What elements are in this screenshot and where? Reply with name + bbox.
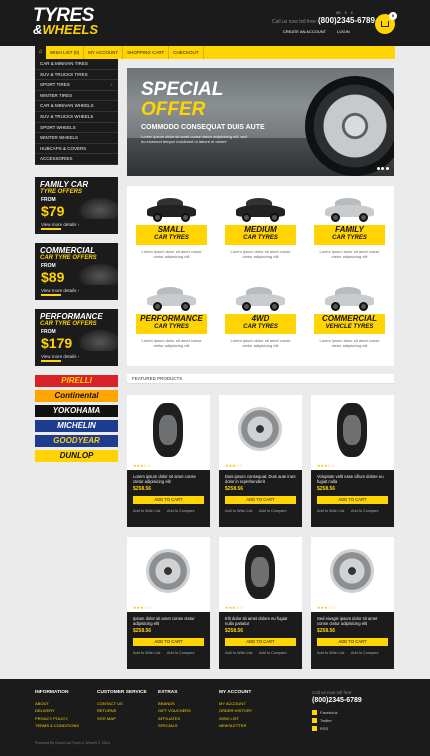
add-to-wishlist-link[interactable]: Add to Wish List [317,509,345,513]
tyre-image[interactable] [143,401,193,459]
category-subtitle: VEHICLE TYRES [325,324,374,330]
category-performance[interactable] [130,278,213,364]
category-subtitle: CAR TYRES [154,324,189,330]
category-small[interactable] [130,189,213,275]
rating-stars: ★★★☆☆ [225,605,243,610]
sidebar-item[interactable] [35,123,118,134]
rating-stars: ★★★☆☆ [317,605,335,610]
car-image [323,195,376,223]
add-to-compare-link[interactable]: Add to Compare [351,651,379,655]
sidebar-item-label: SPORT WHEELS [40,124,76,130]
product-price: $258.56 [317,486,336,492]
promo-subtitle: TYRE OFFERS [40,189,83,195]
tyre-image[interactable] [327,401,377,459]
promo-price: $89 [41,269,65,285]
product-name[interactable]: Sed eiusgis ipsum dolor sit amet conse ctetur adipisicing elit [317,616,378,626]
brand-logo-yokohama[interactable]: YOKOHAMA [35,405,118,417]
product-price: $258.56 [225,628,244,634]
product-price: $258.56 [317,628,336,634]
logo-main-text: TYRES [33,5,94,26]
promo-banner-commercial[interactable] [35,243,118,300]
product-card[interactable] [311,537,394,669]
car-image [323,284,376,312]
product-name[interactable]: Lorem ipsum dolor sit amet conse ctetur adipisicing elit [133,474,196,484]
category-label [225,314,296,334]
wheel-image[interactable] [327,543,377,601]
add-to-cart-button[interactable]: ADD TO CART [133,496,204,504]
product-name[interactable]: Ipsum dolor sit amet conse ctetur adipisicing elit [133,616,195,626]
category-description: Lorem ipsum dolor sit amet conse ctetur adipisicing elit [141,338,202,348]
category-title: SMALL [157,225,186,234]
footer-col-information [35,690,79,730]
category-subtitle: CAR TYRES [154,235,189,241]
category-subtitle: CAR TYRES [243,324,278,330]
logo-sub-text: WHEELS [42,22,99,37]
sidebar-item-label: ACCESSORIES [40,156,73,162]
add-to-compare-link[interactable]: Add to Compare [259,509,287,513]
sidebar-item[interactable] [35,154,118,165]
logo-sub [33,23,98,36]
promo-price: $79 [41,203,65,219]
car-image [145,284,198,312]
category-title: MEDIUM [244,225,277,234]
rating-stars: ★★★☆☆ [225,463,243,468]
sidebar-item[interactable] [35,91,118,102]
brand-logo-dunlop[interactable]: DUNLOP [35,450,118,462]
chevron-right-icon: › [110,82,112,88]
category-label [314,314,385,334]
category-title: FAMILY [335,225,364,234]
sidebar-item-label: WINTER TIRES [40,92,73,98]
login-link[interactable]: LOGIN [337,29,350,34]
facebook-link[interactable] [312,709,338,717]
sidebar-item[interactable] [35,70,118,81]
promo-details-link[interactable]: View more details › [41,222,80,227]
category-title: 4WD [251,314,270,323]
rating-stars: ★★★☆☆ [133,463,151,468]
category-subtitle: CAR TYRES [243,235,278,241]
product-info [311,612,394,669]
category-subtitle: CAR TYRES [332,235,367,241]
sidebar-item[interactable] [35,144,118,155]
car-image [234,195,287,223]
hero-title-line2: OFFER [141,99,206,120]
product-info [219,470,302,527]
category-label [225,225,296,245]
rating-stars: ★★★☆☆ [133,605,151,610]
copyright: Powered By OpenCart Tyres & Wheels © 2014 [35,741,110,745]
nav-checkout[interactable]: CHECKOUT [169,46,203,59]
product-card[interactable] [219,395,302,527]
brand-logo-pirelli[interactable]: PIRELLI [35,375,118,387]
header-phone: (800)2345-6789 [318,16,375,25]
promo-banner-performance[interactable] [35,309,118,366]
footer-link[interactable]: BRANDS [158,701,175,706]
currency-switcher [333,10,353,15]
category-medium[interactable] [219,189,302,275]
product-info [219,612,302,669]
footer-link[interactable]: AFFILIATES [158,715,181,721]
footer-col-my-account [219,690,252,730]
car-image [145,195,198,223]
social-links [312,709,338,733]
logo-amp: & [33,22,43,37]
add-to-cart-button[interactable]: ADD TO CART [225,496,296,504]
promo-from-label: FROM [41,263,56,269]
category-4wd[interactable] [219,278,302,364]
footer-link[interactable]: SITE MAP [97,715,116,721]
wheel-image [305,76,394,176]
car-image [234,284,287,312]
category-label [136,314,207,334]
sidebar-item-label: CAR & MINIVAN WHEELS [40,103,94,109]
brand-logo-goodyear[interactable]: GOODYEAR [35,435,118,447]
home-icon[interactable]: ⌂ [35,46,46,59]
add-to-wishlist-link[interactable]: Add to Wish List [133,509,161,513]
add-to-cart-button[interactable]: ADD TO CART [317,496,388,504]
promo-underline [41,360,61,362]
twitter-link[interactable] [312,717,338,725]
footer-phone: (800)2345-6789 [312,697,362,704]
category-sidebar [35,59,118,165]
product-name[interactable]: Elit dolor sit amet dolore eu fugiat nulla pariatur [225,616,288,626]
sidebar-item-label: SUV & TRUCKS TIRES [40,71,88,77]
hero-title-line1: SPECIAL [141,79,224,100]
nav-shopping-cart[interactable]: SHOPPING CART [123,46,169,59]
footer-link[interactable]: NEWSLETTER [219,723,247,729]
add-to-compare-link[interactable]: Add to Compare [259,651,287,655]
promo-price: $179 [41,335,73,351]
facebook-icon [312,710,317,715]
category-grid [127,186,394,366]
rss-icon [312,726,317,731]
footer-heading: INFORMATION [35,690,69,695]
footer-link[interactable]: GIFT VOUCHERS [158,708,191,714]
create-account-link[interactable]: CREATE AN ACCOUNT [283,29,327,34]
promo-title: FAMILY CAR [40,180,89,189]
footer-link[interactable]: DELIVERY [35,708,55,714]
footer-link[interactable]: TERMS & CONDITIONS [35,723,80,729]
promo-banner-family[interactable] [35,177,118,234]
slider-dot[interactable] [377,167,380,170]
sidebar-item-label: CAR & MINIVAN TIRES [40,61,88,66]
product-info [127,470,210,527]
sidebar-item[interactable] [35,101,118,112]
footer-link[interactable]: WISH LIST [219,715,240,721]
product-price: $258.56 [225,486,244,492]
top-nav [35,46,395,59]
sidebar-item[interactable] [35,59,118,70]
car-image [78,263,118,285]
hero-text: Lorem ipsum dolor sit amet conse ctetur adipisicing elit, sed do eiusmod tempor incididunt ut labore et dolore [141,134,247,144]
car-image [78,329,118,351]
category-title: COMMERCIAL [321,314,378,323]
category-label [136,225,207,245]
brand-logos [35,375,118,465]
footer-col-customer-service [97,690,147,722]
promo-details-link[interactable]: View more details › [41,288,80,293]
add-to-wishlist-link[interactable]: Add to Wish List [225,651,253,655]
hero-subtitle: COMMODO CONSEQUAT DUIS AUTE [141,124,265,131]
product-info [127,612,210,669]
social-label: RSS [320,726,329,731]
nav-my-account[interactable]: MY ACCOUNT [84,46,123,59]
promo-underline [41,294,61,296]
promo-title: COMMERCIAL [40,246,96,255]
footer-heading: EXTRAS [158,690,178,695]
brand-logo-continental[interactable]: Continental [35,390,118,402]
add-to-wishlist-link[interactable]: Add to Wish List [133,651,161,655]
social-label: Facebook [320,710,338,715]
category-title: PERFORMANCE [140,314,203,323]
sidebar-item-label: HUBCAPS & COVERS [40,145,87,151]
add-to-compare-link[interactable]: Add to Compare [167,651,195,655]
add-to-wishlist-link[interactable]: Add to Wish List [317,651,345,655]
footer-call-label: Call us now toll free: [312,690,353,695]
category-description: Lorem ipsum dolor sit amet conse ctetur adipisicing elit [230,338,291,348]
promo-underline [41,228,61,230]
footer-link[interactable]: SPECIALS [158,723,178,729]
product-card[interactable] [219,537,302,669]
sidebar-item-label: SUV & TRUCKS WHEELS [40,113,94,119]
promo-subtitle: CAR TYRE OFFERS [40,255,97,261]
promo-title: PERFORMANCE [40,312,103,321]
wheel-image[interactable] [143,543,193,601]
car-image [78,197,118,219]
footer-link[interactable]: CONTACT US [97,701,123,706]
promo-details-link[interactable]: View more details › [41,354,80,359]
tyre-image[interactable] [235,543,285,601]
product-card[interactable] [311,395,394,527]
footer-link[interactable]: ORDER HISTORY [219,708,253,714]
product-card[interactable] [127,537,210,669]
category-label [314,225,385,245]
product-name[interactable]: Duis ipsum consequat. Duis aute irure dolor in reprehenderit [225,474,296,484]
featured-products-title: FEATURED PRODUCTS [127,374,394,384]
sidebar-item-label: SPORT TIRES [40,82,70,88]
brand-logo-michelin[interactable]: MICHELIN [35,420,118,432]
currency-euro[interactable]: € [344,10,347,15]
product-price: $258.56 [133,486,152,492]
sidebar-item[interactable] [35,112,118,123]
cart-icon [381,21,389,27]
category-description: Lorem ipsum dolor sit amet conse ctetur adipisicing elit [141,249,202,259]
sidebar-item-label: WINTER WHEELS [40,135,79,141]
call-us-label: Call us now toll free: [272,19,318,25]
slider-dot[interactable] [381,167,384,170]
account-links [283,29,360,34]
cart-count-badge: 0 [389,12,397,20]
wheel-image[interactable] [235,401,285,459]
promo-from-label: FROM [41,329,56,335]
twitter-icon [312,718,317,723]
add-to-cart-button[interactable]: ADD TO CART [317,638,388,646]
currency-pound[interactable]: £ [350,10,354,15]
promo-subtitle: CAR TYRE OFFERS [40,321,97,327]
add-to-compare-link[interactable]: Add to Compare [351,509,379,513]
currency-dollar[interactable]: $$ [336,10,341,15]
add-to-cart-button[interactable]: ADD TO CART [225,638,296,646]
footer-heading: CUSTOMER SERVICE [97,690,147,695]
rss-link[interactable] [312,725,338,733]
hero-slider[interactable] [127,68,394,176]
sidebar-item[interactable] [35,133,118,144]
nav-wishlist[interactable]: WISH LIST (0) [46,46,84,59]
category-description: Lorem ipsum dolor sit amet conse ctetur adipisicing elit [230,249,291,259]
category-commercial[interactable] [308,278,391,364]
product-card[interactable] [127,395,210,527]
footer-col-extras [158,690,191,730]
footer-link[interactable]: ABOUT [35,701,49,706]
footer-link[interactable]: MY ACCOUNT [219,701,246,706]
product-price: $258.56 [133,628,152,634]
promo-from-label: FROM [41,197,56,203]
add-to-wishlist-link[interactable]: Add to Wish List [225,509,253,513]
product-name[interactable]: Voluptate velit esse cillum dolore eu fugiat nulla [317,474,384,484]
add-to-cart-button[interactable]: ADD TO CART [133,638,204,646]
social-label: Twitter [320,718,332,723]
footer-link[interactable]: RETURNS [97,708,117,714]
footer-link[interactable]: PRIVACY POLICY [35,715,68,721]
category-family[interactable] [308,189,391,275]
cart-button[interactable] [375,14,395,34]
footer-heading: MY ACCOUNT [219,690,252,695]
sidebar-item[interactable] [35,80,118,91]
rating-stars: ★★★☆☆ [317,463,335,468]
category-description: Lorem ipsum dolor sit amet conse ctetur adipisicing elit [319,338,380,348]
add-to-compare-link[interactable]: Add to Compare [167,509,195,513]
category-description: Lorem ipsum dolor sit amet conse ctetur adipisicing elit [319,249,380,259]
header [0,0,430,46]
slider-dot[interactable] [386,167,389,170]
product-info [311,470,394,527]
slider-pagination [375,166,389,172]
